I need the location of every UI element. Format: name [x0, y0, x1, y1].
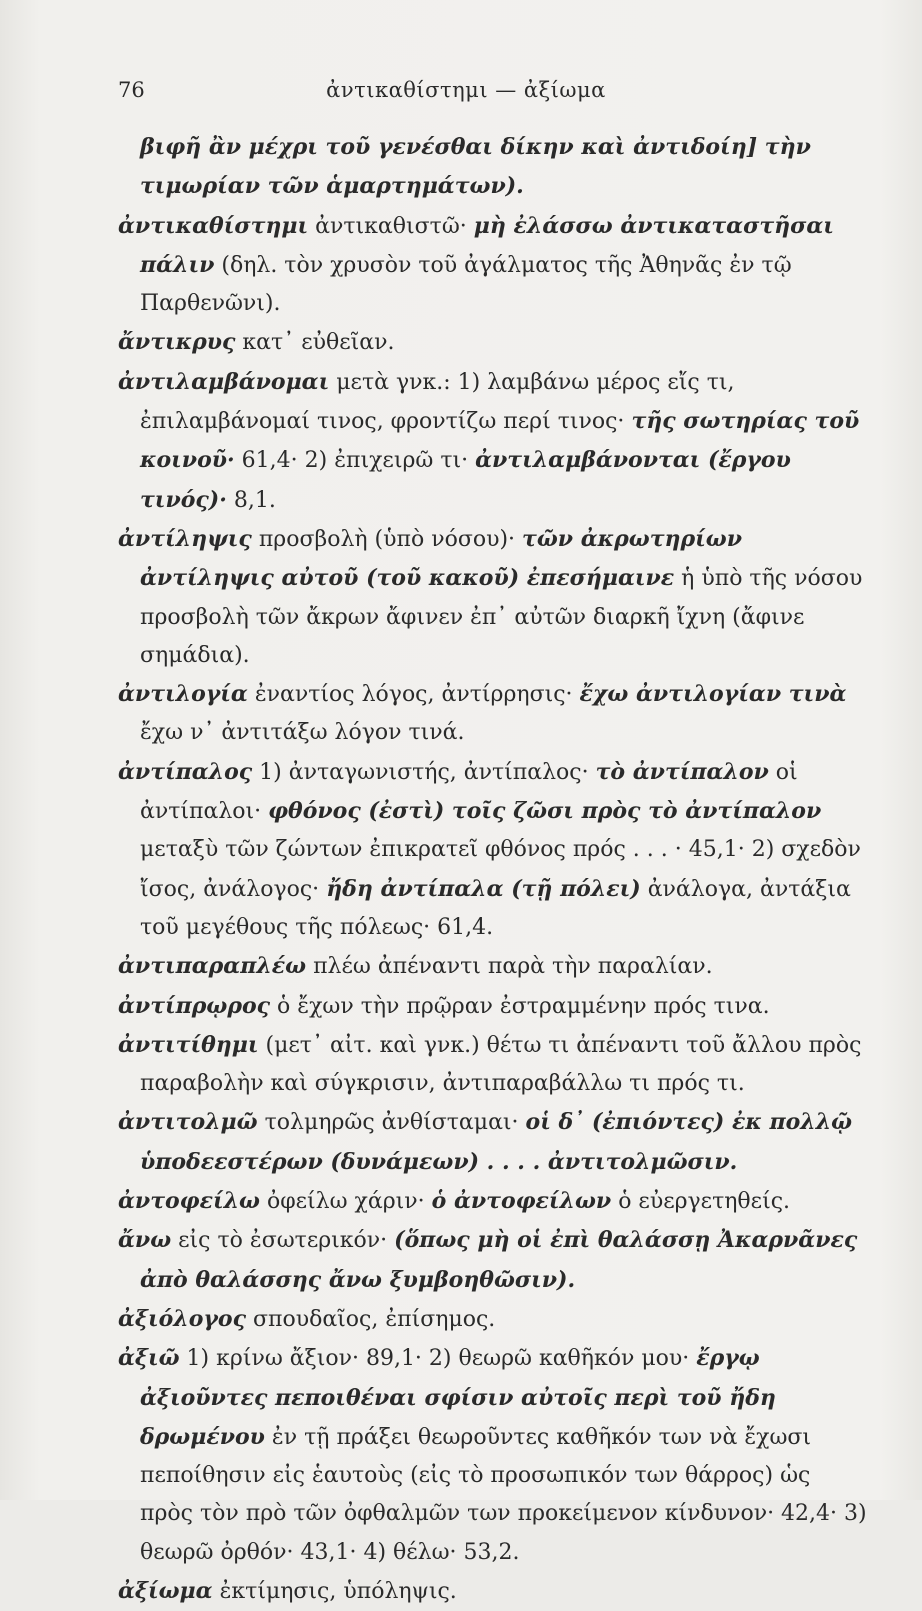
quoted-passage: ἀντιλαμβάνονται (ἔργου τινός)· — [140, 447, 791, 513]
definition-text: πλέω ἀπέναντι παρὰ τὴν παραλίαν. — [306, 954, 713, 980]
definition-text: (δηλ. τὸν χρυσὸν τοῦ ἀγάλματος τῆς Ἀθηνᾶς ἐν τῷ Παρθενῶνι). — [140, 252, 792, 317]
definition-text: (μετ᾽ αἰτ. καὶ γνκ.) θέτω τι ἀπέναντι τοῦ ἄλλου πρὸς παραβολὴν καὶ σύγκρισιν, ἀντιπαραβάλλω τι πρός τι. — [140, 1032, 862, 1097]
quoted-passage: τῶν ἀκρωτηρίων ἀντίληψις αὐτοῦ (τοῦ κακοῦ) ἐπεσήμαινε — [140, 525, 743, 592]
dictionary-entry — [118, 675, 870, 753]
dictionary-entry — [118, 1300, 870, 1339]
entry-headword: ἀντιλαμβάνομαι — [118, 368, 330, 395]
dictionary-entry — [118, 1572, 870, 1611]
page-header — [118, 78, 814, 108]
entry-headword: ἀντοφείλω — [118, 1188, 260, 1215]
dictionary-entry — [118, 207, 870, 324]
entry-headword: ἀντίπαλος — [118, 758, 253, 785]
definition-text: ἐναντίος λόγος, ἀντίρρησις· — [247, 682, 580, 708]
definition-text: μετὰ γνκ.: 1) λαμβάνω μέρος εἴς τι, ἐπιλαμβάνομαί τινος, φροντίζω περί τινος· — [140, 369, 735, 435]
entry-headword: ἄνω — [118, 1227, 172, 1254]
dictionary-entries — [118, 128, 870, 1611]
entry-headword: ἀξιόλογος — [118, 1305, 246, 1332]
running-head: ἀντικαθίστημι — ἀξίωμα — [326, 78, 606, 102]
quoted-passage: τὸ ἀντίπαλον — [595, 758, 769, 785]
dictionary-entry — [118, 1221, 870, 1300]
entry-headword: ἄντικρυς — [118, 329, 236, 356]
definition-text: 1) κρίνω ἄξιον· 89,1· 2) θεωρῶ καθῆκόν μου· — [179, 1346, 697, 1372]
quoted-passage: ὁ ἀντοφείλων — [431, 1188, 612, 1215]
quoted-passage: (ὅπως μὴ οἱ ἐπὶ θαλάσσῃ Ἀκαρνᾶνες ἀπὸ θαλάσσης ἄνω ξυμβοηθῶσιν). — [140, 1227, 858, 1293]
dictionary-entry — [118, 987, 870, 1026]
quoted-passage: βιφῆ ἂν μέχρι τοῦ γενέσθαι δίκην καὶ ἀντιδοίη] τὴν τιμωρίαν τῶν ἁμαρτημάτων). — [140, 134, 811, 200]
definition-text: ἐκτίμησις, ὑπόληψις. — [212, 1578, 457, 1604]
dictionary-entry — [118, 1103, 870, 1182]
definition-text: ἀντικαθιστῶ· — [308, 213, 474, 239]
definition-text: 1) ἀνταγωνιστής, ἀντίπαλος· — [252, 759, 596, 785]
definition-text: ἀνάλογα, ἀντάξια τοῦ μεγέθους τῆς πόλεως· 61,4. — [140, 876, 851, 940]
entry-headword: ἀντίπρῳρος — [118, 992, 271, 1019]
dictionary-entry — [118, 947, 870, 986]
dictionary-entry — [118, 1182, 870, 1221]
continued-entry — [118, 128, 870, 207]
definition-text: κατ᾽ εὐθεῖαν. — [235, 330, 395, 356]
definition-text: εἰς τὸ ἐσωτερικόν· — [171, 1228, 395, 1254]
entry-headword: ἀντιλογία — [118, 681, 248, 708]
dictionary-entry — [118, 753, 870, 947]
definition-text: σπουδαῖος, ἐπίσημος. — [245, 1306, 496, 1332]
quoted-passage: ἔργῳ ἀξιοῦντες πεποιθέναι σφίσιν αὐτοῖς περὶ τοῦ ἤδη δρωμένου — [140, 1345, 776, 1450]
definition-text: ἔχω ν᾽ ἀντιτάξω λόγον τινά. — [140, 720, 465, 746]
quoted-passage: ἔχω ἀντιλογίαν τινὰ — [579, 681, 847, 708]
quoted-passage: οἱ δ᾽ (ἐπιόντες) ἐκ πολλῷ ὑποδεεστέρων (δυνάμεων) . . . . ἀντιτολμῶσιν. — [140, 1109, 853, 1175]
definition-text: τολμηρῶς ἀνθίσταμαι· — [257, 1110, 526, 1136]
entry-headword: ἀντιτολμῶ — [118, 1109, 258, 1136]
definition-text: ὁ εὐεργετηθείς. — [611, 1189, 791, 1215]
page-number: 76 — [118, 78, 145, 102]
entry-headword: ἀξιῶ — [118, 1345, 180, 1372]
entry-headword: ἀντικαθίστημι — [118, 212, 309, 239]
definition-text: ὁ ἔχων τὴν πρῷραν ἐστραμμένην πρός τινα. — [270, 993, 770, 1019]
entry-headword: ἀξίωμα — [118, 1577, 213, 1604]
dictionary-entry — [118, 1339, 870, 1572]
definition-text: ἡ ὑπὸ τῆς νόσου προσβολὴ τῶν ἄκρων ἄφινεν ἐπ᾽ αὐτῶν διαρκῆ ἴχνη (ἄφινε σημάδια). — [140, 566, 863, 668]
definition-text: μεταξὺ τῶν ζώντων ἐπικρατεῖ φθόνος πρός . . . · 45,1· 2) σχεδὸν ἴσος, ἀνάλογος· — [140, 837, 861, 902]
dictionary-entry — [118, 323, 870, 362]
quoted-passage: ἤδη ἀντίπαλα (τῇ πόλει) — [326, 875, 641, 902]
entry-headword: ἀντιτίθημι — [118, 1031, 259, 1058]
definition-text: 61,4· 2) ἐπιχειρῶ τι· — [234, 448, 476, 474]
dictionary-entry — [118, 1026, 870, 1104]
definition-text: οἱ ἀντίπαλοι· — [140, 759, 798, 825]
entry-headword: ἀντίληψις — [118, 525, 252, 552]
quoted-passage: τῆς σωτηρίας τοῦ κοινοῦ· — [140, 408, 860, 474]
definition-text: 8,1. — [226, 487, 276, 513]
quoted-passage: μὴ ἐλάσσω ἀντικαταστῆσαι πάλιν — [140, 212, 834, 278]
definition-text: προσβολὴ (ὑπὸ νόσου)· — [251, 526, 523, 552]
quoted-passage: φθόνος (ἐστὶ) τοῖς ζῶσι πρὸς τὸ ἀντίπαλον — [268, 798, 822, 825]
dictionary-entry — [118, 363, 870, 520]
definition-text: ὀφείλω χάριν· — [259, 1189, 432, 1215]
entry-headword: ἀντιπαραπλέω — [118, 953, 307, 980]
definition-text: ἐν τῇ πράξει θεωροῦντες καθῆκόν των νὰ ἔχωσι πεποίθησιν εἰς ἑαυτοὺς (εἰς τὸ προσωπικόν των θάρρος) ὡς πρὸς τὸν πρὸ τῶν ὀφθαλμῶν των προκείμενον κίνδυνον· 42,4· 3) θεωρῶ ὀρθόν· 43,1· 4) θέλω· 53,2. — [140, 1424, 867, 1565]
dictionary-entry — [118, 520, 870, 675]
